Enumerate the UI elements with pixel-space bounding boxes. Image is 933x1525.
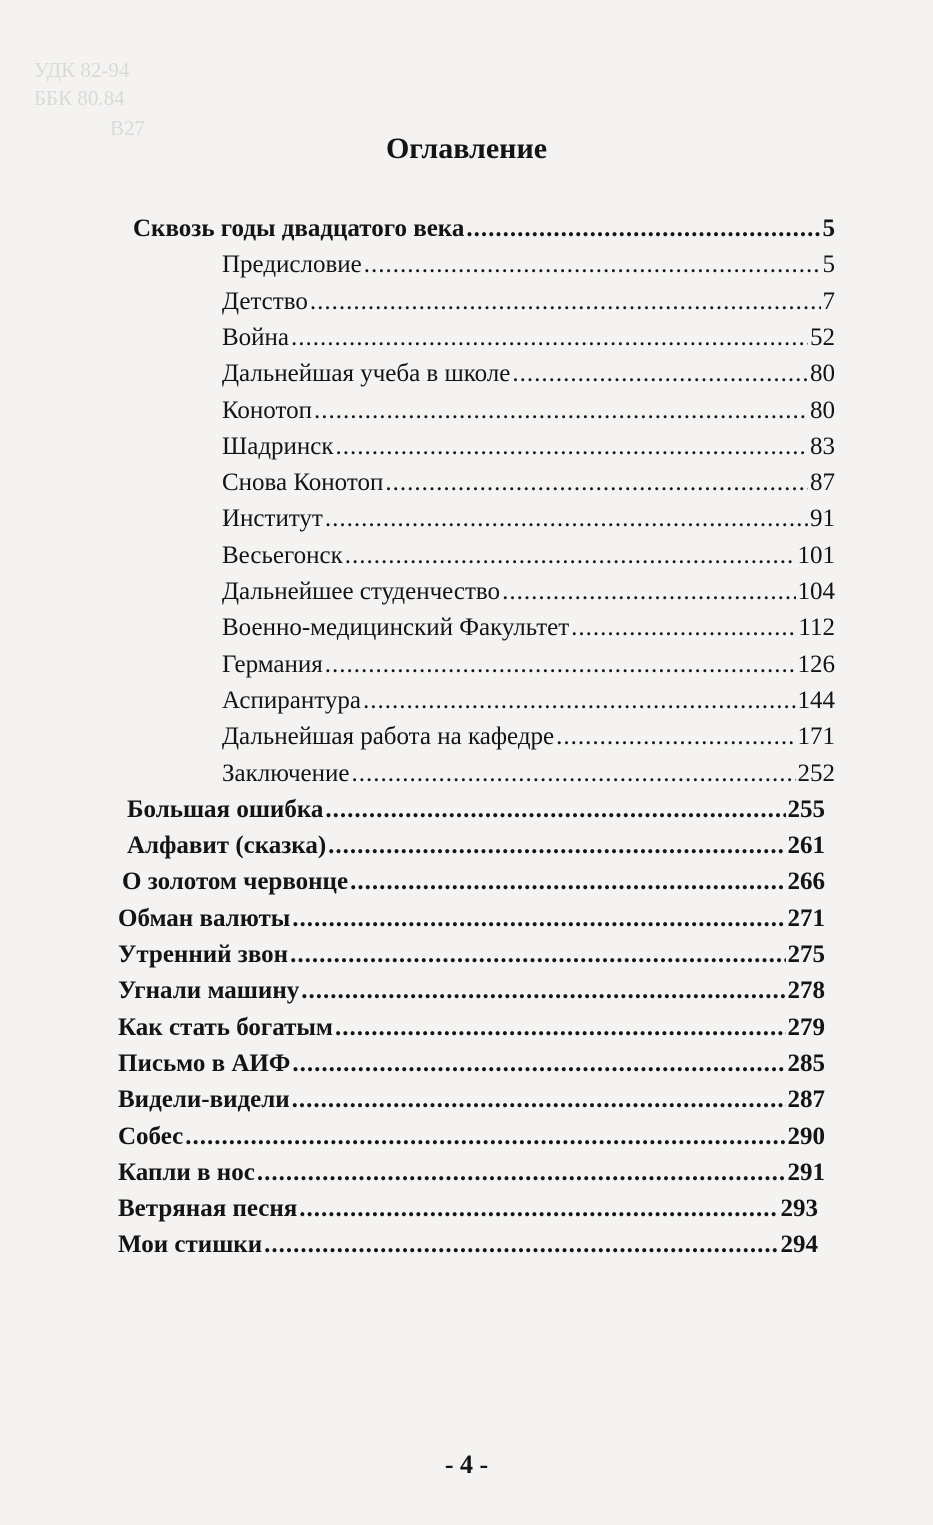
toc-leader-dots [292,1047,785,1081]
bleed-line: ББК 80.84 [34,86,125,110]
toc-entry-page: 275 [787,941,825,968]
toc-entry-title: Большая ошибка [127,795,324,823]
toc-entry [118,1156,825,1190]
toc-entry-page: 112 [798,614,835,642]
toc-leader-dots [292,1083,786,1117]
toc-entry-page: 291 [787,1158,825,1186]
toc-entry-page: 261 [787,832,825,860]
toc-leader-dots [264,1228,778,1262]
toc-entry-title: Конотоп [222,396,312,424]
toc-entry-page: 80 [810,396,835,424]
toc-entry-page: 290 [787,1122,825,1150]
toc-entry [222,321,835,355]
toc-entry-page: 101 [797,541,835,569]
toc-entry-title: Детство [222,287,308,315]
toc-entry [222,248,835,282]
toc-leader-dots [512,357,808,391]
toc-leader-dots [257,1156,786,1190]
toc-entry-page: 293 [780,1195,818,1223]
toc-entry [222,757,835,791]
toc-entry [118,1120,825,1154]
toc-entry-page: 171 [797,723,835,751]
toc-entry [222,394,835,428]
toc-entry-page: 266 [787,868,825,896]
toc-entry-title: Заключение [222,759,350,787]
toc-leader-dots [345,539,796,573]
toc-entry [118,1083,825,1117]
toc-leader-dots [299,1192,778,1226]
toc-leader-dots [325,793,785,827]
toc-leader-dots [310,285,821,319]
toc-leader-dots [385,466,808,500]
toc-entry [222,285,835,319]
toc-leader-dots [301,974,785,1008]
toc-entry-page: 294 [780,1231,818,1259]
toc-leader-dots [350,865,785,899]
toc-leader-dots [364,248,821,282]
toc-entry-page: 5 [822,215,835,242]
toc-entry [118,1228,818,1262]
toc-entry-title: Сквозь годы двадцатого века [133,215,465,242]
toc-entry [222,684,835,718]
toc-entry [222,575,835,609]
toc-entry [222,430,835,464]
toc-leader-dots [336,430,808,464]
toc-entry-page: 252 [797,759,835,787]
toc-entry [118,1047,825,1081]
toc-entry-title: Аспирантура [222,686,361,714]
toc-leader-dots [290,938,785,972]
toc-entry-page: 5 [822,251,835,279]
toc-entry-title: Военно-медицинский Факультет [222,614,570,642]
toc-entry-page: 279 [787,1013,825,1041]
toc-entry-page: 255 [787,795,825,823]
toc-leader-dots [314,394,808,428]
toc-entry-page: 87 [810,469,835,497]
toc-entry-title: Утренний звон [118,941,289,968]
toc-entry [118,938,825,972]
toc-entry-page: 91 [810,505,835,533]
toc-entry-title: Угнали машину [118,977,300,1005]
toc-entry [222,502,835,536]
toc-entry-title: Обман валюты [118,904,291,932]
toc-entry-title: Видели-видели [118,1086,290,1114]
toc-leader-dots [571,611,796,645]
toc-entry-title: Капли в нос [118,1158,255,1186]
toc-entry-title: Ветряная песня [118,1195,298,1223]
toc-entry [127,829,825,863]
toc-entry-title: Предисловие [222,251,362,279]
toc-entry-page: 287 [787,1086,825,1114]
toc-entry-title: Дальнейшая учеба в школе [222,360,511,388]
toc-entry-title: Война [222,323,290,351]
toc-entry-title: Собес [118,1122,184,1150]
toc-entry-page: 285 [787,1049,825,1077]
toc-entry [222,648,835,682]
page-title: Оглавление [385,132,548,165]
toc-leader-dots [335,1011,786,1045]
toc-leader-dots [556,720,795,754]
toc-entry-page: 52 [810,323,835,351]
toc-entry [127,793,825,827]
toc-entry-title: Дальнейшая работа на кафедре [222,723,555,751]
toc-entry [122,865,825,899]
toc-leader-dots [328,829,785,863]
toc-entry [133,212,835,246]
toc-entry-page: 104 [797,578,835,605]
toc-leader-dots [363,684,796,718]
toc-entry-page: 271 [787,904,825,932]
toc-leader-dots [325,648,796,682]
toc-entry-page: 83 [810,432,835,460]
toc-entry [222,539,835,573]
toc-entry-title: Мои стишки [118,1231,263,1259]
toc-entry-title: Алфавит (сказка) [127,832,327,860]
toc-entry-title: Шадринск [222,432,334,460]
toc-entry-page: 144 [797,686,835,714]
toc-entry [118,902,825,936]
bleed-line: В27 [110,116,146,140]
toc-entry-page: 278 [787,977,825,1005]
toc-entry-title: О золотом червонце [122,868,349,896]
toc-entry-title: Как стать богатым [118,1013,333,1041]
toc-entry-title: Институт [222,505,323,533]
toc-entry [118,974,825,1008]
toc-leader-dots [325,502,808,536]
toc-entry-title: Дальнейшее студенчество [222,578,501,605]
toc-leader-dots [502,575,795,609]
toc-leader-dots [466,212,820,246]
toc-entry-title: Письмо в АИФ [118,1049,291,1077]
toc-entry-page: 80 [810,360,835,388]
page-number: - 4 - [444,1450,489,1479]
toc-entry-title: Весьегонск [222,541,343,569]
toc-entry [118,1011,825,1045]
toc-entry [118,1192,818,1226]
toc-entry-page: 7 [822,287,835,315]
toc-entry [222,611,835,645]
bleed-line: УДК 82-94 [34,58,130,82]
toc-leader-dots [291,321,808,355]
toc-entry [222,720,835,754]
toc-leader-dots [185,1120,785,1154]
toc-entry [222,357,835,391]
toc-entry-title: Снова Конотоп [222,469,384,497]
toc-entry-title: Германия [222,650,323,678]
toc-entry-page: 126 [797,650,835,678]
toc-leader-dots [292,902,785,936]
toc-entry [222,466,835,500]
toc-leader-dots [352,757,796,791]
